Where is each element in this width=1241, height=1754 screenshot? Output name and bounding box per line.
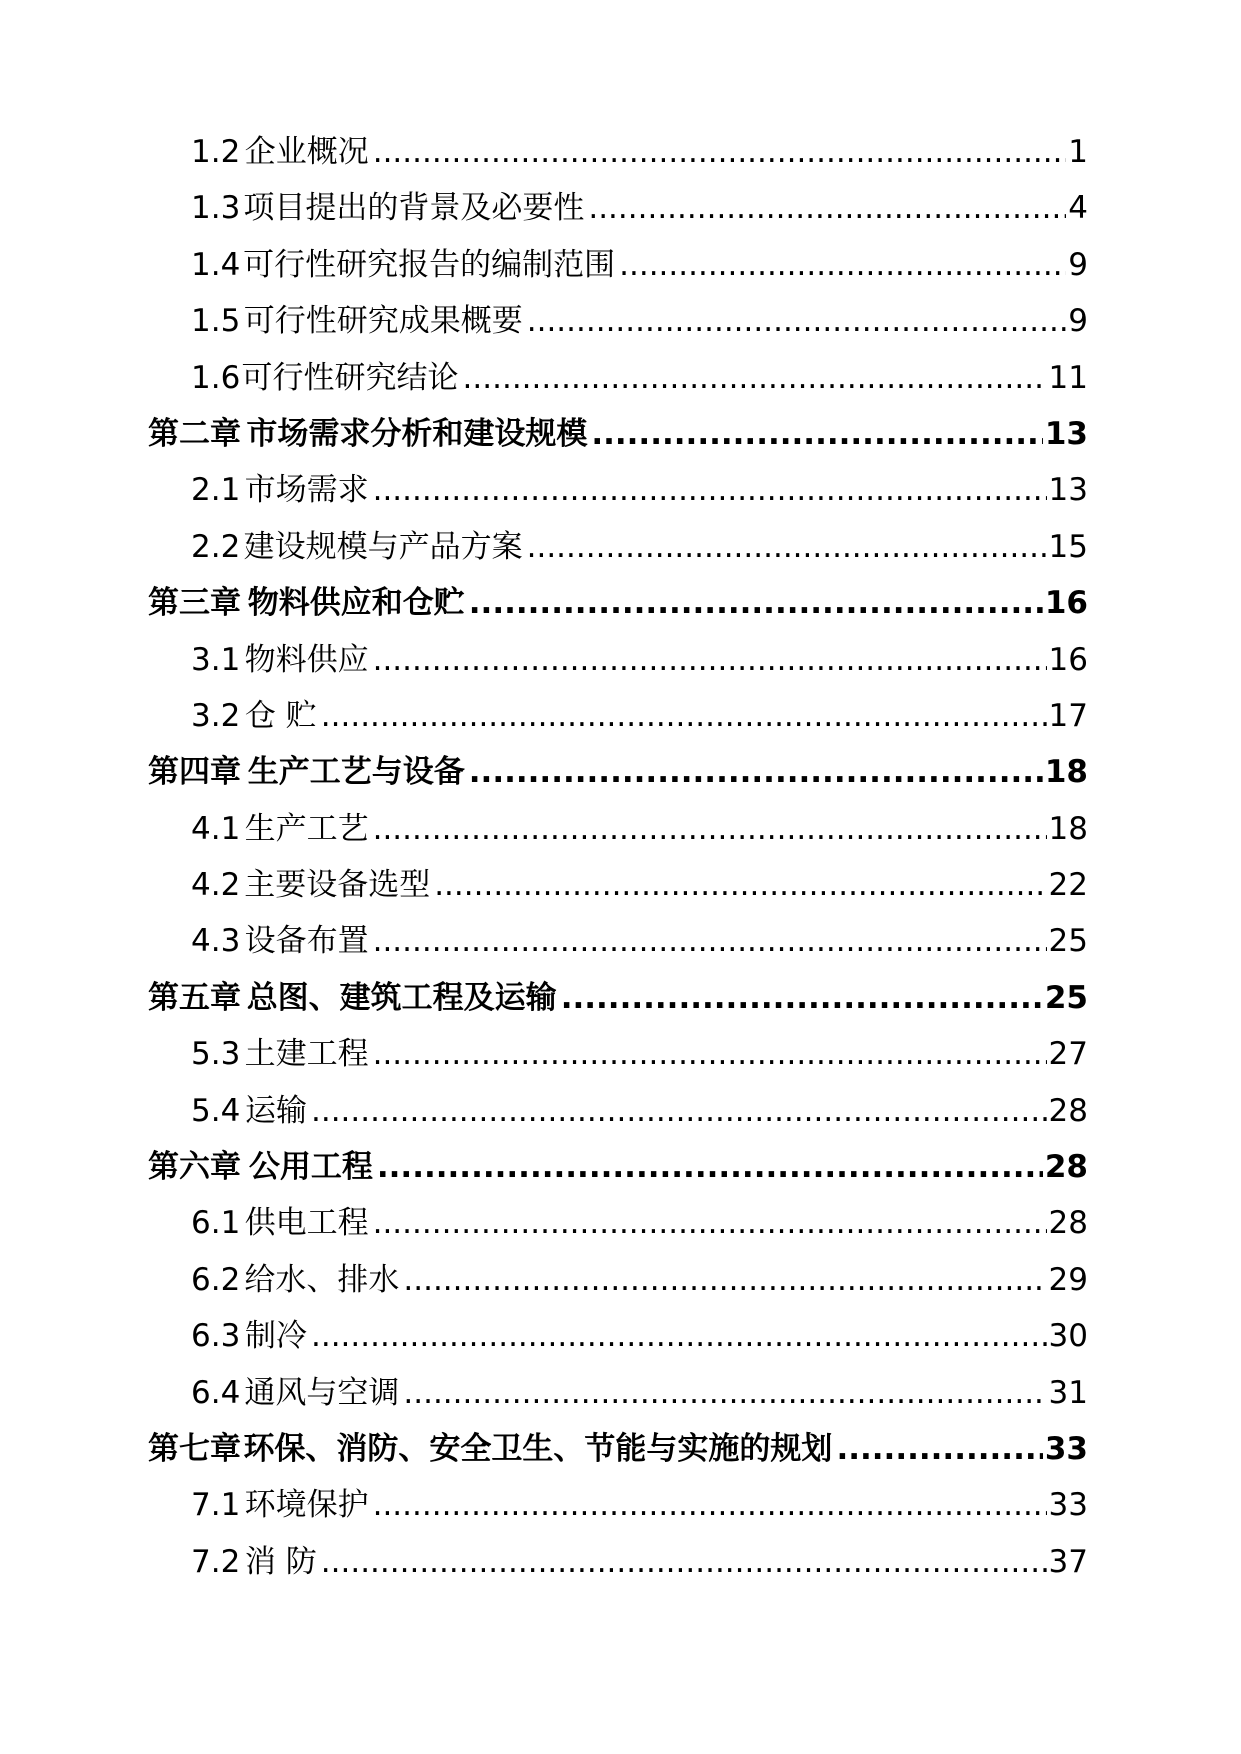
- toc-chapter-page: 18: [1044, 754, 1088, 791]
- toc-chapter-number: 第六章: [148, 1149, 241, 1186]
- dot-leader: [403, 1375, 1046, 1411]
- toc-entry-title: 通风与空调: [244, 1374, 400, 1411]
- toc-entry-number: 4.2: [191, 867, 241, 904]
- toc-entry-page: 28: [1048, 1205, 1088, 1242]
- toc-entry-page: 22: [1048, 867, 1088, 904]
- dot-leader: [377, 1149, 1043, 1185]
- toc-entry-page: 9: [1068, 246, 1088, 283]
- toc-entry-5-3[interactable]: [148, 1028, 1088, 1084]
- toc-entry-number: 4.3: [191, 923, 241, 960]
- toc-chapter-number: 第五章: [148, 979, 241, 1016]
- toc-entry-page: 33: [1048, 1487, 1088, 1524]
- toc-entry-title: 仓 贮: [244, 697, 317, 734]
- toc-chapter-number: 第七章: [148, 1430, 241, 1467]
- dot-leader: [373, 811, 1047, 847]
- toc-chapter-page: 13: [1044, 415, 1088, 452]
- toc-entry-title: 生产工艺: [244, 810, 369, 847]
- toc-entry-title: 企业概况: [244, 134, 369, 170]
- dot-leader: [469, 754, 1043, 790]
- toc-chapter-number: 第三章: [148, 585, 241, 622]
- dot-leader: [373, 1036, 1047, 1072]
- table-of-contents: [148, 126, 1088, 1592]
- toc-entry-2-2[interactable]: [148, 521, 1088, 577]
- toc-entry-page: 11: [1048, 359, 1088, 396]
- toc-entry-title: 市场需求: [244, 472, 369, 509]
- toc-entry-4-1[interactable]: [148, 803, 1088, 859]
- toc-entry-title: 主要设备选型: [244, 867, 431, 904]
- dot-leader: [311, 1093, 1047, 1129]
- toc-entry-3-1[interactable]: [148, 634, 1088, 690]
- toc-chapter-number: 第二章: [148, 415, 241, 452]
- toc-entry-number: 1.4: [191, 246, 241, 283]
- dot-leader: [591, 416, 1043, 452]
- toc-entry-page: 17: [1048, 697, 1088, 734]
- toc-entry-title: 供电工程: [244, 1205, 369, 1242]
- toc-chapter-6[interactable]: [148, 1141, 1088, 1197]
- toc-chapter-3[interactable]: [148, 577, 1088, 633]
- dot-leader: [373, 134, 1067, 170]
- toc-entry-1-6[interactable]: [148, 352, 1088, 408]
- dot-leader: [561, 980, 1043, 1016]
- toc-chapter-title: 物料供应和仓贮: [247, 585, 465, 622]
- dot-leader: [469, 585, 1043, 621]
- toc-entry-2-1[interactable]: [148, 464, 1088, 520]
- toc-entry-page: 18: [1048, 810, 1088, 847]
- dot-leader: [619, 247, 1066, 283]
- toc-entry-5-4[interactable]: [148, 1085, 1088, 1141]
- toc-entry-page: 16: [1048, 641, 1088, 678]
- toc-entry-page: 29: [1048, 1261, 1088, 1298]
- toc-entry-number: 3.2: [191, 697, 241, 734]
- toc-entry-6-3[interactable]: [148, 1310, 1088, 1366]
- toc-entry-title: 建设规模与产品方案: [243, 528, 523, 565]
- dot-leader: [311, 1318, 1047, 1354]
- toc-entry-number: 7.1: [191, 1487, 241, 1524]
- dot-leader: [373, 1205, 1047, 1241]
- toc-entry-title: 给水、排水: [244, 1261, 400, 1298]
- toc-entry-page: 4: [1068, 190, 1088, 227]
- dot-leader: [434, 867, 1046, 903]
- toc-entry-number: 6.2: [191, 1261, 241, 1298]
- toc-chapter-2[interactable]: [148, 408, 1088, 464]
- dot-leader: [373, 642, 1047, 678]
- toc-chapter-title: 生产工艺与设备: [247, 754, 465, 791]
- toc-entry-6-2[interactable]: [148, 1254, 1088, 1310]
- toc-entry-6-1[interactable]: [148, 1197, 1088, 1253]
- dot-leader: [373, 1487, 1047, 1523]
- toc-entry-4-2[interactable]: [148, 859, 1088, 915]
- dot-leader: [463, 360, 1047, 396]
- dot-leader: [321, 1544, 1047, 1580]
- toc-chapter-title: 公用工程: [248, 1149, 373, 1186]
- toc-entry-page: 37: [1048, 1543, 1088, 1580]
- toc-chapter-page: 28: [1044, 1149, 1088, 1186]
- toc-entry-number: 5.3: [191, 1036, 241, 1073]
- toc-entry-title: 制冷: [244, 1318, 307, 1355]
- toc-entry-3-2[interactable]: [148, 690, 1088, 746]
- dot-leader: [373, 472, 1047, 508]
- toc-chapter-title: 环保、消防、安全卫生、节能与实施的规划: [243, 1430, 833, 1467]
- toc-entry-page: 28: [1048, 1092, 1088, 1129]
- dot-leader: [403, 1262, 1046, 1298]
- toc-entry-page: 27: [1048, 1036, 1088, 1073]
- toc-entry-title: 可行性研究成果概要: [243, 303, 523, 340]
- dot-leader: [373, 923, 1047, 959]
- toc-entry-title: 项目提出的背景及必要性: [243, 190, 585, 227]
- toc-entry-title: 土建工程: [244, 1036, 369, 1073]
- toc-chapter-page: 33: [1044, 1430, 1088, 1467]
- toc-entry-page: 9: [1068, 303, 1088, 340]
- toc-entry-number: 2.2: [191, 528, 241, 565]
- dot-leader: [321, 698, 1047, 734]
- toc-entry-number: 6.3: [191, 1318, 241, 1355]
- toc-entry-page: 1: [1068, 134, 1088, 170]
- toc-entry-number: 4.1: [191, 810, 241, 847]
- toc-entry-title: 物料供应: [244, 641, 369, 678]
- toc-entry-number: 3.1: [191, 641, 241, 678]
- toc-entry-number: 2.1: [191, 472, 241, 509]
- dot-leader: [588, 190, 1066, 226]
- toc-entry-number: 5.4: [191, 1092, 241, 1129]
- toc-chapter-5[interactable]: [148, 972, 1088, 1028]
- toc-entry-title: 设备布置: [244, 923, 369, 960]
- toc-chapter-4[interactable]: [148, 746, 1088, 802]
- toc-chapter-title: 市场需求分析和建设规模: [246, 415, 588, 452]
- toc-entry-7-1[interactable]: [148, 1479, 1088, 1535]
- toc-entry-7-2[interactable]: [148, 1536, 1088, 1592]
- toc-entry-4-3[interactable]: [148, 915, 1088, 971]
- toc-entry-page: 25: [1048, 923, 1088, 960]
- toc-entry-title: 可行性研究报告的编制范围: [243, 246, 616, 283]
- toc-entry-number: 6.4: [191, 1374, 241, 1411]
- toc-chapter-title: 总图、建筑工程及运输: [246, 979, 557, 1016]
- toc-chapter-7[interactable]: [148, 1423, 1088, 1479]
- toc-chapter-number: 第四章: [148, 754, 241, 791]
- toc-entry-1-5[interactable]: [148, 295, 1088, 351]
- toc-entry-title: 环境保护: [244, 1487, 369, 1524]
- toc-chapter-page: 25: [1044, 979, 1088, 1016]
- toc-entry-number: 1.2: [191, 134, 241, 170]
- toc-entry-number: 6.1: [191, 1205, 241, 1242]
- toc-entry-page: 31: [1048, 1374, 1088, 1411]
- dot-leader: [836, 1431, 1042, 1467]
- toc-entry-1-4[interactable]: [148, 239, 1088, 295]
- toc-entry-number: 7.2: [191, 1543, 241, 1580]
- toc-entry-page: 13: [1048, 472, 1088, 509]
- toc-entry-title: 可行性研究结论: [241, 359, 459, 396]
- toc-entry-1-2[interactable]: [148, 126, 1088, 182]
- toc-chapter-page: 16: [1044, 585, 1088, 622]
- toc-entry-number: 1.3: [191, 190, 241, 227]
- toc-entry-number: 1.5: [191, 303, 241, 340]
- toc-entry-page: 15: [1048, 528, 1088, 565]
- dot-leader: [527, 529, 1047, 565]
- toc-entry-title: 消 防: [244, 1543, 317, 1580]
- toc-entry-1-3[interactable]: [148, 182, 1088, 238]
- toc-entry-6-4[interactable]: [148, 1367, 1088, 1423]
- toc-entry-title: 运输: [244, 1092, 307, 1129]
- toc-entry-number: 1.6: [191, 359, 241, 396]
- dot-leader: [527, 303, 1067, 339]
- toc-entry-page: 30: [1048, 1318, 1088, 1355]
